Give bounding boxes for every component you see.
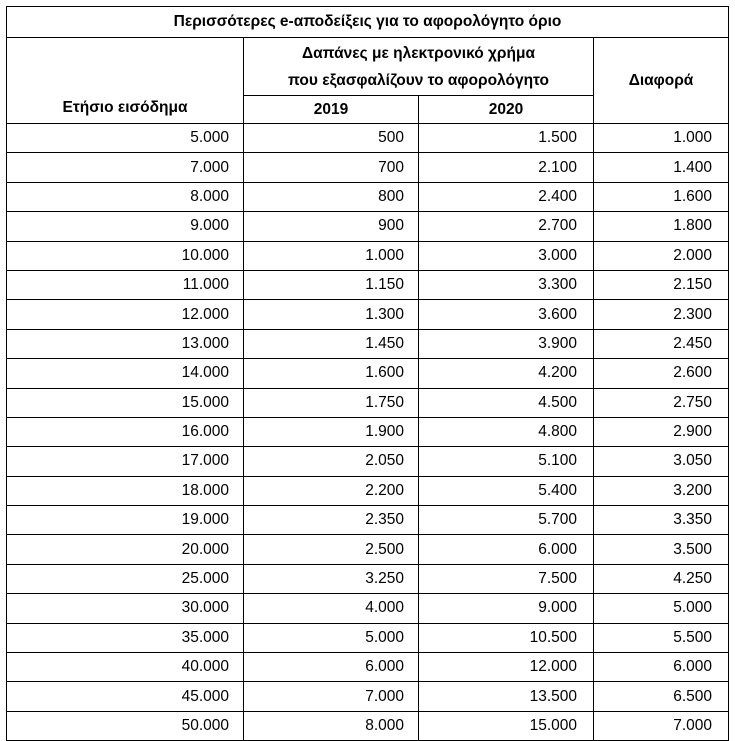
table-row xyxy=(7,212,729,241)
income-cell: 13.000 xyxy=(7,329,244,358)
data-table-frame xyxy=(6,6,728,733)
table-row xyxy=(7,535,729,564)
spend-2019-cell: 1.150 xyxy=(244,270,419,299)
table-row xyxy=(7,417,729,446)
spend-2019-cell: 900 xyxy=(244,212,419,241)
table-row xyxy=(7,682,729,711)
spend-2019-cell: 1.300 xyxy=(244,300,419,329)
table-row xyxy=(7,300,729,329)
difference-cell: 2.300 xyxy=(594,300,729,329)
income-cell: 19.000 xyxy=(7,506,244,535)
income-cell: 10.000 xyxy=(7,241,244,270)
income-cell: 14.000 xyxy=(7,359,244,388)
spend-header-line1: Δαπάνες με ηλεκτρονικό χρήμα xyxy=(301,44,535,62)
income-cell: 11.000 xyxy=(7,270,244,299)
spend-2020-cell: 12.000 xyxy=(419,653,594,682)
income-cell: 40.000 xyxy=(7,653,244,682)
difference-cell: 2.900 xyxy=(594,417,729,446)
spend-2020-cell: 2.700 xyxy=(419,212,594,241)
income-cell: 35.000 xyxy=(7,623,244,652)
difference-cell: 7.000 xyxy=(594,711,729,740)
income-cell: 25.000 xyxy=(7,564,244,593)
difference-cell: 2.600 xyxy=(594,359,729,388)
table-row xyxy=(7,359,729,388)
spend-header-line2: που εξασφαλίζουν το αφορολόγητο xyxy=(287,71,549,89)
spend-2020-cell: 9.000 xyxy=(419,594,594,623)
year-2019-header: 2019 xyxy=(244,96,419,124)
difference-cell: 3.050 xyxy=(594,447,729,476)
spend-2020-cell: 5.700 xyxy=(419,506,594,535)
spend-2019-cell: 1.750 xyxy=(244,388,419,417)
spend-2019-cell: 3.250 xyxy=(244,564,419,593)
spend-2019-cell: 7.000 xyxy=(244,682,419,711)
spend-2020-cell: 15.000 xyxy=(419,711,594,740)
year-2020-header: 2020 xyxy=(419,96,594,124)
spend-2020-cell: 1.500 xyxy=(419,124,594,153)
income-cell: 18.000 xyxy=(7,476,244,505)
difference-header: Διαφορά xyxy=(594,38,729,124)
spend-2019-cell: 5.000 xyxy=(244,623,419,652)
table-row xyxy=(7,506,729,535)
table-title xyxy=(7,7,729,38)
spend-2019-cell: 2.350 xyxy=(244,506,419,535)
spend-2019-cell: 6.000 xyxy=(244,653,419,682)
spend-2020-cell: 4.500 xyxy=(419,388,594,417)
spend-2020-cell: 3.900 xyxy=(419,329,594,358)
difference-cell: 1.000 xyxy=(594,124,729,153)
difference-cell: 2.750 xyxy=(594,388,729,417)
difference-cell: 6.500 xyxy=(594,682,729,711)
spend-header xyxy=(244,38,594,96)
income-cell: 30.000 xyxy=(7,594,244,623)
table-title-row xyxy=(7,7,729,38)
difference-cell: 6.000 xyxy=(594,653,729,682)
table-row xyxy=(7,124,729,153)
income-cell: 45.000 xyxy=(7,682,244,711)
table-body xyxy=(7,124,729,741)
spend-2020-cell: 13.500 xyxy=(419,682,594,711)
table-row xyxy=(7,182,729,211)
spend-2020-cell: 6.000 xyxy=(419,535,594,564)
table-row xyxy=(7,153,729,182)
table-row xyxy=(7,270,729,299)
difference-cell: 2.150 xyxy=(594,270,729,299)
income-cell: 8.000 xyxy=(7,182,244,211)
spend-2019-cell: 700 xyxy=(244,153,419,182)
difference-cell: 5.500 xyxy=(594,623,729,652)
tax-free-receipts-table xyxy=(6,6,729,741)
income-cell: 20.000 xyxy=(7,535,244,564)
income-cell: 16.000 xyxy=(7,417,244,446)
spend-2019-cell: 2.050 xyxy=(244,447,419,476)
spend-2020-cell: 4.800 xyxy=(419,417,594,446)
spend-2020-cell: 3.000 xyxy=(419,241,594,270)
income-cell: 9.000 xyxy=(7,212,244,241)
table-row xyxy=(7,241,729,270)
table-row xyxy=(7,711,729,740)
spend-2020-cell: 5.100 xyxy=(419,447,594,476)
difference-cell: 4.250 xyxy=(594,564,729,593)
table-row xyxy=(7,388,729,417)
spend-2019-cell: 500 xyxy=(244,124,419,153)
difference-cell: 1.600 xyxy=(594,182,729,211)
income-header: Ετήσιο εισόδημα xyxy=(7,38,244,124)
income-cell: 7.000 xyxy=(7,153,244,182)
table-row xyxy=(7,329,729,358)
spend-2019-cell: 2.200 xyxy=(244,476,419,505)
spend-2019-cell: 800 xyxy=(244,182,419,211)
spend-2020-cell: 10.500 xyxy=(419,623,594,652)
spend-2019-cell: 1.600 xyxy=(244,359,419,388)
difference-cell: 3.500 xyxy=(594,535,729,564)
table-row xyxy=(7,447,729,476)
spend-2019-cell: 8.000 xyxy=(244,711,419,740)
income-cell: 50.000 xyxy=(7,711,244,740)
header-row xyxy=(7,38,729,96)
table-row xyxy=(7,476,729,505)
income-cell: 5.000 xyxy=(7,124,244,153)
table-title-text: Περισσότερες e-αποδείξεις για το αφορολόγητο όριο xyxy=(173,13,562,30)
spend-2020-cell: 3.300 xyxy=(419,270,594,299)
spend-2020-cell: 4.200 xyxy=(419,359,594,388)
table-row xyxy=(7,564,729,593)
spend-2020-cell: 2.100 xyxy=(419,153,594,182)
spend-2019-cell: 1.900 xyxy=(244,417,419,446)
income-cell: 12.000 xyxy=(7,300,244,329)
table-row xyxy=(7,623,729,652)
spend-2020-cell: 3.600 xyxy=(419,300,594,329)
spend-2019-cell: 2.500 xyxy=(244,535,419,564)
spend-2020-cell: 2.400 xyxy=(419,182,594,211)
spend-2020-cell: 5.400 xyxy=(419,476,594,505)
difference-cell: 2.000 xyxy=(594,241,729,270)
spend-2020-cell: 7.500 xyxy=(419,564,594,593)
difference-cell: 1.800 xyxy=(594,212,729,241)
spend-2019-cell: 4.000 xyxy=(244,594,419,623)
difference-cell: 3.350 xyxy=(594,506,729,535)
difference-cell: 1.400 xyxy=(594,153,729,182)
table-row xyxy=(7,594,729,623)
difference-cell: 5.000 xyxy=(594,594,729,623)
table-row xyxy=(7,653,729,682)
difference-cell: 3.200 xyxy=(594,476,729,505)
spend-2019-cell: 1.450 xyxy=(244,329,419,358)
income-cell: 15.000 xyxy=(7,388,244,417)
income-cell: 17.000 xyxy=(7,447,244,476)
difference-cell: 2.450 xyxy=(594,329,729,358)
spend-2019-cell: 1.000 xyxy=(244,241,419,270)
